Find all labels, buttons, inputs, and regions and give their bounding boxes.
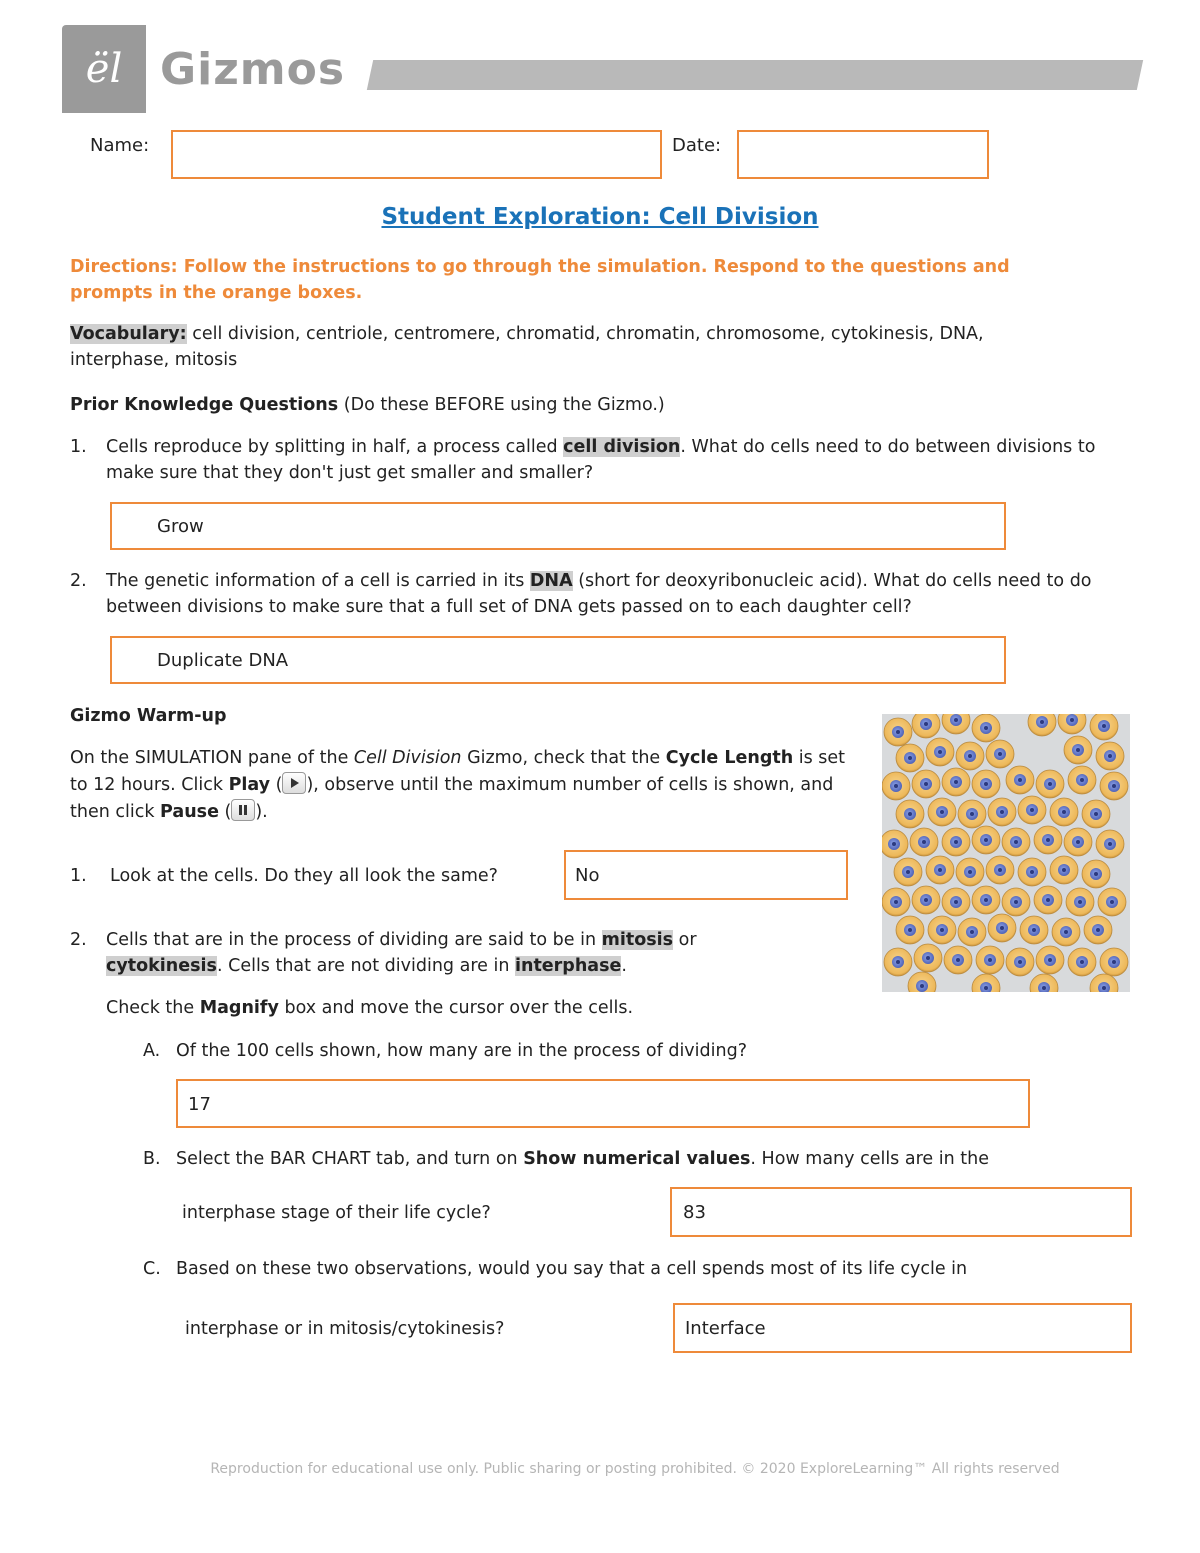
wu-q2a-letter: A. — [143, 1041, 161, 1061]
gizmos-logo-box — [62, 25, 146, 113]
wu-q2c-letter: C. — [143, 1259, 161, 1279]
pk-q1-answer-box[interactable] — [110, 502, 1006, 550]
pk-q2-answer-box[interactable] — [110, 636, 1006, 684]
wu-q2a-answer: 17 — [188, 1094, 211, 1115]
brand-name: Gizmos — [160, 44, 346, 95]
wu-q1-text: Look at the cells. Do they all look the same? — [110, 866, 498, 886]
cells-simulation-image — [882, 714, 1130, 992]
wu-q2c-answer-box[interactable] — [673, 1303, 1132, 1353]
wu-q2-number: 2. — [70, 930, 87, 950]
wu-q2c-text-line2: interphase or in mitosis/cytokinesis? — [185, 1319, 505, 1339]
prior-knowledge-heading: Prior Knowledge Questions (Do these BEFORE using the Gizmo.) — [70, 395, 665, 415]
wu-q1-number: 1. — [70, 866, 87, 886]
warmup-intro: On the SIMULATION pane of the Cell Division Gizmo, check that the Cycle Length is set to 12 hours. Click Play ( ), observe until the maximum number of cells is shown, and then click Pause ( ). — [70, 748, 846, 822]
wu-q2-text: Cells that are in the process of dividing are said to be in mitosis or cytokinesis. Cells that are not dividing are in interphase. — [106, 930, 697, 976]
wu-q2c-answer: Interface — [685, 1318, 766, 1339]
wu-q2b-answer-box[interactable] — [670, 1187, 1132, 1237]
pk-q1-text: Cells reproduce by splitting in half, a process called cell division. What do cells need to do between divisions to make sure that they don't just get smaller and smaller? — [106, 437, 1096, 483]
wu-q2b-letter: B. — [143, 1149, 161, 1169]
warmup-heading: Gizmo Warm-up — [70, 706, 227, 726]
directions: Directions: Follow the instructions to go through the simulation. Respond to the questions and prompts in the orange boxes. — [70, 257, 1010, 303]
wu-q2b-text: Select the BAR CHART tab, and turn on Show numerical values. How many cells are in the — [176, 1149, 989, 1169]
wu-q2a-answer-box[interactable] — [176, 1079, 1030, 1128]
page-title: Student Exploration: Cell Division — [381, 204, 819, 230]
date-field[interactable] — [737, 130, 989, 179]
name-field[interactable] — [171, 130, 662, 179]
vocabulary-label: Vocabulary: — [70, 324, 187, 344]
vocabulary — [70, 321, 1080, 373]
pk-q1-number: 1. — [70, 437, 87, 457]
pk-q2-answer: Duplicate DNA — [157, 650, 289, 671]
wu-q2b-text-line2: interphase stage of their life cycle? — [182, 1203, 491, 1223]
vocabulary-terms: cell division, centriole, centromere, chromatid, chromatin, chromosome, cytokinesis, DNA, interphase, mitosis — [70, 324, 984, 370]
wu-q2a-text: Of the 100 cells shown, how many are in the process of dividing? — [176, 1041, 747, 1061]
pk-q1-answer: Grow — [157, 516, 204, 537]
pk-q2-number: 2. — [70, 571, 87, 591]
wu-q1-answer: No — [575, 865, 600, 886]
pause-icon — [231, 799, 255, 821]
wu-q2c-text: Based on these two observations, would you say that a cell spends most of its life cycle in — [176, 1259, 968, 1279]
wu-q2b-answer: 83 — [683, 1202, 706, 1223]
date-label: Date: — [672, 135, 722, 156]
name-label: Name: — [90, 135, 150, 156]
wu-q1-answer-box[interactable] — [564, 850, 848, 900]
explorelearning-logo-icon: ël — [85, 46, 123, 92]
pk-q2-text: The genetic information of a cell is carried in its DNA (short for deoxyribonucleic acid). What do cells need to do between divisions to make sure that a full set of DNA gets passed on to each daughter cell? — [106, 571, 1092, 617]
header-bar — [367, 60, 1143, 90]
play-icon — [282, 772, 306, 794]
magnify-instruction: Check the Magnify box and move the cursor over the cells. — [106, 998, 634, 1018]
footer-copyright: Reproduction for educational use only. Public sharing or posting prohibited. © 2020 ExploreLearning™ All rights reserved — [210, 1461, 1060, 1477]
